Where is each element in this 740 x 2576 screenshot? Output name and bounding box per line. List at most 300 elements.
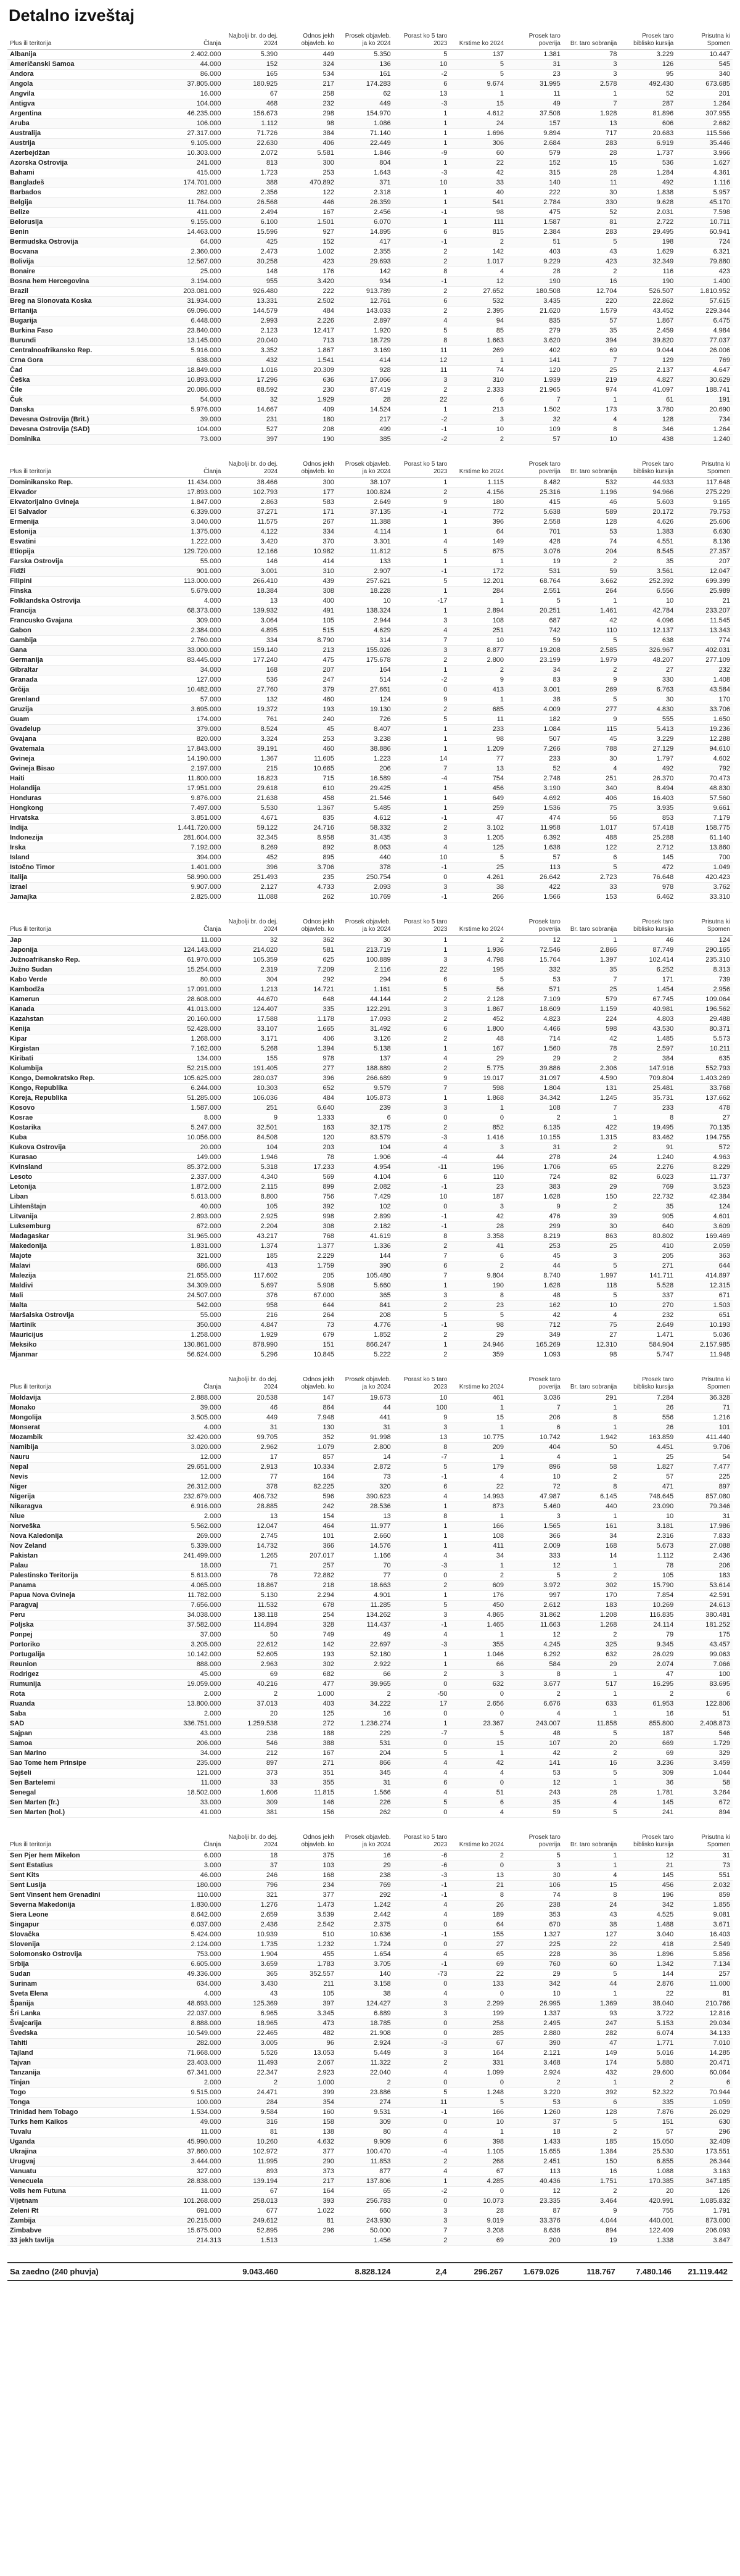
table-cell: 376 xyxy=(223,1291,280,1301)
table-cell: 2.684 xyxy=(506,139,563,149)
table-cell: 6 xyxy=(563,2098,620,2108)
table-cell: 1 xyxy=(450,1630,506,1640)
table-header-row xyxy=(7,461,733,478)
table-cell: 556 xyxy=(619,1413,676,1423)
table-cell: 3.324 xyxy=(223,735,280,745)
table-cell: 105 xyxy=(223,1202,280,1212)
table-cell: 336.751.000 xyxy=(167,1719,224,1729)
table-cell: 499 xyxy=(337,425,393,435)
table-cell: 10 xyxy=(506,1472,563,1482)
table-cell: 2.925 xyxy=(223,1212,280,1222)
table-cell: 1.441.720.000 xyxy=(167,824,224,833)
table-cell: 5.562.000 xyxy=(167,1522,224,1532)
table-cell: 15 xyxy=(450,99,506,109)
table-cell: 15.790 xyxy=(619,1581,676,1591)
table-cell: 67 xyxy=(450,2039,506,2049)
table-cell: 998 xyxy=(280,1212,337,1222)
table-cell: 3.561 xyxy=(619,567,676,577)
table-cell: 394 xyxy=(563,336,620,346)
country-name: Sveta Elena xyxy=(7,1989,167,1999)
country-name: Sen Bartelemi xyxy=(7,1778,167,1788)
table-cell: 243.930 xyxy=(337,2216,393,2226)
table-cell: 11.575 xyxy=(223,518,280,527)
table-row xyxy=(7,1192,733,1202)
table-cell: 15.254.000 xyxy=(167,965,224,975)
table-cell: 1 xyxy=(393,1094,450,1104)
table-cell: 638 xyxy=(619,636,676,646)
table-row xyxy=(7,1123,733,1133)
table-cell: 411.440 xyxy=(676,1433,733,1443)
table-cell: 109.064 xyxy=(676,995,733,1005)
table-cell: 5.908 xyxy=(280,1281,337,1291)
table-cell: 57.000 xyxy=(167,695,224,705)
table-cell: 14.524 xyxy=(337,405,393,415)
table-cell: 152 xyxy=(223,60,280,70)
table-cell: 8.482 xyxy=(506,478,563,488)
table-cell: 760 xyxy=(506,1960,563,1970)
table-row xyxy=(7,518,733,527)
country-name: Germanija xyxy=(7,656,167,666)
table-cell: 4.612 xyxy=(450,109,506,119)
table-row xyxy=(7,2207,733,2216)
table-cell: 476 xyxy=(506,1212,563,1222)
table-cell: 2.124.000 xyxy=(167,1940,224,1950)
table-cell: 3 xyxy=(393,646,450,656)
table-cell: 2.009 xyxy=(506,1542,563,1551)
table-cell: 423 xyxy=(676,267,733,277)
table-cell: 873 xyxy=(450,1502,506,1512)
table-cell: 65 xyxy=(450,1950,506,1960)
table-cell: 428 xyxy=(506,537,563,547)
table-cell: 230 xyxy=(280,386,337,395)
country-name: Gvineja Bisao xyxy=(7,764,167,774)
table-cell: 23.090 xyxy=(619,1502,676,1512)
table-cell: 1 xyxy=(563,395,620,405)
table-cell: 726 xyxy=(337,715,393,725)
table-cell: 253 xyxy=(280,168,337,178)
table-cell: 1 xyxy=(450,1453,506,1463)
table-cell: 180.508 xyxy=(506,287,563,297)
table-cell: 4.798 xyxy=(450,956,506,965)
table-cell: 439 xyxy=(280,577,337,587)
table-cell: 278 xyxy=(506,1153,563,1163)
table-cell: 15 xyxy=(563,159,620,168)
table-cell: 20 xyxy=(223,1709,280,1719)
table-cell: 12 xyxy=(506,936,563,946)
table-cell: 149 xyxy=(563,2049,620,2058)
table-cell: 1.696 xyxy=(450,129,506,139)
table-cell: 9.165 xyxy=(676,498,733,508)
table-cell: 251.493 xyxy=(223,873,280,883)
table-cell: 150 xyxy=(563,2157,620,2167)
table-cell: 127.000 xyxy=(167,675,224,685)
table-cell: 13 xyxy=(450,1871,506,1881)
table-cell: -1 xyxy=(393,1321,450,1331)
table-cell: 4 xyxy=(393,1492,450,1502)
table-cell: 187 xyxy=(619,1729,676,1739)
table-cell: 170 xyxy=(563,1591,620,1601)
table-cell: 76 xyxy=(223,1571,280,1581)
table-cell: 188.741 xyxy=(676,386,733,395)
table-cell: -4 xyxy=(393,1153,450,1163)
table-cell: 77 xyxy=(450,754,506,764)
table-cell: 610 xyxy=(280,784,337,794)
table-cell: -9 xyxy=(393,149,450,159)
table-cell: 753.000 xyxy=(167,1950,224,1960)
table-cell: 534 xyxy=(280,70,337,80)
table-cell: 7.598 xyxy=(676,208,733,218)
table-cell: 18.609 xyxy=(506,1005,563,1015)
table-cell: 4.525 xyxy=(619,1910,676,1920)
table-cell: 17.233 xyxy=(280,1163,337,1173)
table-cell: 1 xyxy=(393,794,450,804)
table-cell: 283 xyxy=(563,228,620,237)
table-cell: 73 xyxy=(676,1861,733,1871)
table-cell: 2.800 xyxy=(337,1443,393,1453)
country-name: Kiribati xyxy=(7,1054,167,1064)
table-cell: 1.560 xyxy=(506,1044,563,1054)
table-cell: 241.499.000 xyxy=(167,1551,224,1561)
table-cell: 6 xyxy=(450,395,506,405)
country-name: Devesna Ostrovija (Brit.) xyxy=(7,415,167,425)
country-name: Zambija xyxy=(7,2216,167,2226)
table-cell: 139.194 xyxy=(223,2177,280,2187)
table-cell: 56 xyxy=(563,814,620,824)
table-cell: 35 xyxy=(619,1202,676,1212)
table-cell: 47 xyxy=(450,814,506,824)
table-row xyxy=(7,1601,733,1611)
table-row xyxy=(7,715,733,725)
table-cell: 482 xyxy=(280,2029,337,2039)
table-cell: -2 xyxy=(393,435,450,445)
table-cell: 1 xyxy=(393,527,450,537)
country-name: Kolumbija xyxy=(7,1064,167,1074)
table-cell: 2 xyxy=(563,1054,620,1064)
column-header: Prosek taro poverija xyxy=(506,33,563,50)
table-cell: 1 xyxy=(393,109,450,119)
table-cell: 13.331 xyxy=(223,297,280,307)
table-row xyxy=(7,606,733,616)
country-name: Norveška xyxy=(7,1522,167,1532)
table-cell: 146 xyxy=(223,557,280,567)
table-cell: 1.456 xyxy=(337,2236,393,2246)
table-cell: 81 xyxy=(563,218,620,228)
country-table xyxy=(7,1834,733,2246)
table-cell: 7 xyxy=(393,1084,450,1094)
table-cell: 2 xyxy=(563,1749,620,1759)
table-cell: 2.384 xyxy=(506,228,563,237)
table-cell: 14.895 xyxy=(337,228,393,237)
table-cell: 19.372 xyxy=(223,705,280,715)
table-cell: 3 xyxy=(506,1861,563,1871)
table-cell: 5 xyxy=(393,1463,450,1472)
table-cell: 196.562 xyxy=(676,1005,733,1015)
table-cell: 166 xyxy=(450,1522,506,1532)
table-row xyxy=(7,1749,733,1759)
table-cell: 2.229 xyxy=(280,1252,337,1261)
table-row xyxy=(7,89,733,99)
table-cell: 203 xyxy=(280,1143,337,1153)
table-cell: 164 xyxy=(280,2187,337,2197)
table-cell: 11.493 xyxy=(223,2058,280,2068)
table-cell: 11.977 xyxy=(337,1522,393,1532)
table-cell: 8.545 xyxy=(619,547,676,557)
country-name: Etiopija xyxy=(7,547,167,557)
table-cell: 144 xyxy=(619,1970,676,1979)
table-cell: 229.344 xyxy=(676,307,733,316)
table-cell: 5.581 xyxy=(280,149,337,159)
table-cell: 39.965 xyxy=(337,1680,393,1690)
table-cell: 23 xyxy=(450,1301,506,1311)
table-cell: 355 xyxy=(280,1778,337,1788)
table-cell: 104 xyxy=(337,1143,393,1153)
country-name: Švajcarija xyxy=(7,2019,167,2029)
table-cell: 10.447 xyxy=(676,50,733,60)
table-cell: 4 xyxy=(393,1950,450,1960)
table-cell: 1 xyxy=(393,478,450,488)
table-cell: 268 xyxy=(450,2157,506,2167)
table-cell: 1.403.269 xyxy=(676,1074,733,1084)
table-row xyxy=(7,1163,733,1173)
table-cell: 165.269 xyxy=(506,1340,563,1350)
table-cell: 24.114 xyxy=(619,1620,676,1630)
table-cell: 10 xyxy=(450,2118,506,2128)
country-name: Severna Makedonija xyxy=(7,1901,167,1910)
table-cell: 13 xyxy=(450,764,506,774)
table-cell: 23.886 xyxy=(337,2088,393,2098)
table-cell: 6.339.000 xyxy=(167,508,224,518)
table-row xyxy=(7,745,733,754)
table-cell: 133 xyxy=(337,557,393,567)
table-cell: 370 xyxy=(280,537,337,547)
table-cell: 20.000 xyxy=(167,1143,224,1153)
table-cell: 584.904 xyxy=(619,1340,676,1350)
table-cell: 6.135 xyxy=(506,1123,563,1133)
table-cell: 2 xyxy=(393,2157,450,2167)
table-row xyxy=(7,616,733,626)
table-cell: 4.466 xyxy=(506,1025,563,1034)
column-header: Najbolji br. do dej. 2024 xyxy=(223,461,280,478)
table-cell: 606 xyxy=(619,119,676,129)
table-cell: 2 xyxy=(393,247,450,257)
table-cell: 5.036 xyxy=(676,1331,733,1340)
table-cell: 52 xyxy=(563,208,620,218)
table-cell: 8.219 xyxy=(506,1232,563,1242)
table-cell: 282 xyxy=(563,2029,620,2039)
table-cell: 30 xyxy=(506,1871,563,1881)
table-cell: 7.010 xyxy=(676,2039,733,2049)
table-cell: 30 xyxy=(619,695,676,705)
table-cell: 27.760 xyxy=(223,685,280,695)
table-cell: 190 xyxy=(619,277,676,287)
table-cell: 24 xyxy=(563,1153,620,1163)
country-name: Estonija xyxy=(7,527,167,537)
country-name: Francusko Gvajana xyxy=(7,616,167,626)
table-cell: 210.766 xyxy=(676,1999,733,2009)
column-header: Porast ko 5 taro 2023 xyxy=(393,1834,450,1851)
table-cell: 9.044 xyxy=(619,346,676,356)
table-cell: 10 xyxy=(506,1989,563,1999)
table-row xyxy=(7,287,733,297)
table-cell: 1.759 xyxy=(280,1261,337,1271)
table-cell: 105.625.000 xyxy=(167,1074,224,1084)
table-cell: 189 xyxy=(450,1910,506,1920)
table-cell: 1.896 xyxy=(619,1950,676,1960)
table-row xyxy=(7,833,733,843)
table-cell: 233 xyxy=(619,1104,676,1113)
table-cell: -6 xyxy=(393,1861,450,1871)
table-cell: 4 xyxy=(450,1808,506,1818)
table-cell: 122.291 xyxy=(337,1005,393,1015)
table-cell: 5.268 xyxy=(223,1044,280,1054)
table-cell: 20.251 xyxy=(506,606,563,616)
table-cell: 20.215.000 xyxy=(167,2216,224,2226)
table-cell: 58 xyxy=(676,1778,733,1788)
table-cell: 2 xyxy=(450,237,506,247)
table-cell: 1.847.000 xyxy=(167,498,224,508)
table-cell: 1.501 xyxy=(280,218,337,228)
table-cell: 2.226 xyxy=(280,316,337,326)
table-row xyxy=(7,395,733,405)
table-cell: 22.347 xyxy=(223,2068,280,2078)
table-cell: 254 xyxy=(280,1611,337,1620)
table-cell: 21.620 xyxy=(506,307,563,316)
table-cell: 71 xyxy=(676,1403,733,1413)
table-header-row xyxy=(7,33,733,50)
table-cell: 774 xyxy=(676,636,733,646)
page-title: Detalno izveštaj xyxy=(9,6,135,25)
table-cell: 11.322 xyxy=(337,2058,393,2068)
table-cell: 2.473 xyxy=(223,247,280,257)
table-cell: 67 xyxy=(223,2187,280,2197)
country-name: Sent Lusija xyxy=(7,1881,167,1891)
total-value: 2,4 xyxy=(435,2267,447,2276)
table-row xyxy=(7,675,733,685)
table-cell: 1 xyxy=(393,1542,450,1551)
total-row xyxy=(7,2262,733,2281)
table-cell: 10.073 xyxy=(450,2197,506,2207)
table-cell: 155.026 xyxy=(337,646,393,656)
table-cell: 159.140 xyxy=(223,646,280,656)
country-name: Saba xyxy=(7,1709,167,1719)
table-cell: 2 xyxy=(450,1571,506,1581)
table-cell: 120 xyxy=(506,366,563,376)
table-cell: 48.830 xyxy=(676,784,733,794)
table-cell: 3.236 xyxy=(619,1759,676,1769)
country-name: Koreja, Republika xyxy=(7,1094,167,1104)
table-cell: 379 xyxy=(280,685,337,695)
table-cell: 179 xyxy=(450,1463,506,1472)
table-cell: 7.876 xyxy=(619,2108,676,2118)
table-cell: 2.408.873 xyxy=(676,1719,733,1729)
table-cell: 20.040 xyxy=(223,336,280,346)
table-cell: 8.790 xyxy=(280,636,337,646)
table-cell: 5 xyxy=(393,985,450,995)
table-cell: 18.729 xyxy=(337,336,393,346)
table-cell: 44 xyxy=(450,1153,506,1163)
table-cell: 264 xyxy=(280,1311,337,1321)
table-cell: 53 xyxy=(506,1769,563,1778)
table-row xyxy=(7,178,733,188)
table-cell: 77 xyxy=(337,1571,393,1581)
table-cell: 4.156 xyxy=(450,488,506,498)
table-cell: 456 xyxy=(619,1881,676,1891)
table-cell: 5.153 xyxy=(619,2019,676,2029)
table-cell: 517 xyxy=(563,1680,620,1690)
table-cell: 11.782.000 xyxy=(167,1591,224,1601)
table-cell: 27.357 xyxy=(676,547,733,557)
table-cell: 228 xyxy=(506,1950,563,1960)
column-header: Prosek objavleb. ja ko 2024 xyxy=(337,461,393,478)
table-cell: -2 xyxy=(393,2187,450,2197)
table-row xyxy=(7,626,733,636)
table-cell: 164 xyxy=(280,1472,337,1482)
table-row xyxy=(7,2078,733,2088)
table-cell: 44 xyxy=(563,1979,620,1989)
country-name: Belize xyxy=(7,208,167,218)
table-cell: 3.205.000 xyxy=(167,1640,224,1650)
table-cell: 10.711 xyxy=(676,218,733,228)
table-cell: 417 xyxy=(337,237,393,247)
table-cell: 1.327 xyxy=(506,1930,563,1940)
table-row xyxy=(7,2177,733,2187)
table-cell: -1 xyxy=(393,508,450,518)
table-cell: 460 xyxy=(280,745,337,754)
table-cell: 233.207 xyxy=(676,606,733,616)
table-cell: 31 xyxy=(506,60,563,70)
table-cell: 2 xyxy=(619,2078,676,2088)
table-cell: 1 xyxy=(450,2128,506,2137)
table-cell: 6.145 xyxy=(563,1492,620,1502)
table-cell: 2.962 xyxy=(223,1443,280,1453)
table-cell: 32.345 xyxy=(223,833,280,843)
country-name: Bocvana xyxy=(7,247,167,257)
country-name: Urugvaj xyxy=(7,2157,167,2167)
table-cell: 37.000 xyxy=(167,1630,224,1640)
table-cell: 452 xyxy=(450,1015,506,1025)
table-cell: 156 xyxy=(280,1808,337,1818)
table-cell: 1.629 xyxy=(619,247,676,257)
table-cell: 7.477 xyxy=(676,1463,733,1472)
table-cell: 180.000 xyxy=(167,1881,224,1891)
table-cell: 853 xyxy=(619,814,676,824)
table-cell: 10.665 xyxy=(280,764,337,774)
table-cell: 5 xyxy=(393,1601,450,1611)
table-cell: 8.524 xyxy=(223,725,280,735)
table-cell: 24.471 xyxy=(223,2088,280,2098)
table-cell: 2.456 xyxy=(337,208,393,218)
table-row xyxy=(7,70,733,80)
table-row xyxy=(7,1301,733,1311)
table-cell: 85.372.000 xyxy=(167,1163,224,1173)
table-row xyxy=(7,2236,733,2246)
table-cell: 25 xyxy=(450,863,506,873)
table-cell: 414 xyxy=(337,356,393,366)
table-cell: 3 xyxy=(450,415,506,425)
country-name: Irska xyxy=(7,843,167,853)
table-cell: 11.958 xyxy=(506,824,563,833)
table-cell: 2 xyxy=(393,488,450,498)
table-cell: 2.299 xyxy=(450,1999,506,2009)
table-cell: 33.376 xyxy=(506,2216,563,2226)
table-cell: 72 xyxy=(506,1482,563,1492)
table-cell: 21.655.000 xyxy=(167,1271,224,1281)
table-cell: 1 xyxy=(563,1113,620,1123)
country-name: Sejšeli xyxy=(7,1769,167,1778)
country-name: Tanzanija xyxy=(7,2068,167,2078)
table-cell: 1.628 xyxy=(506,1192,563,1202)
table-cell: 5.747 xyxy=(619,1350,676,1360)
